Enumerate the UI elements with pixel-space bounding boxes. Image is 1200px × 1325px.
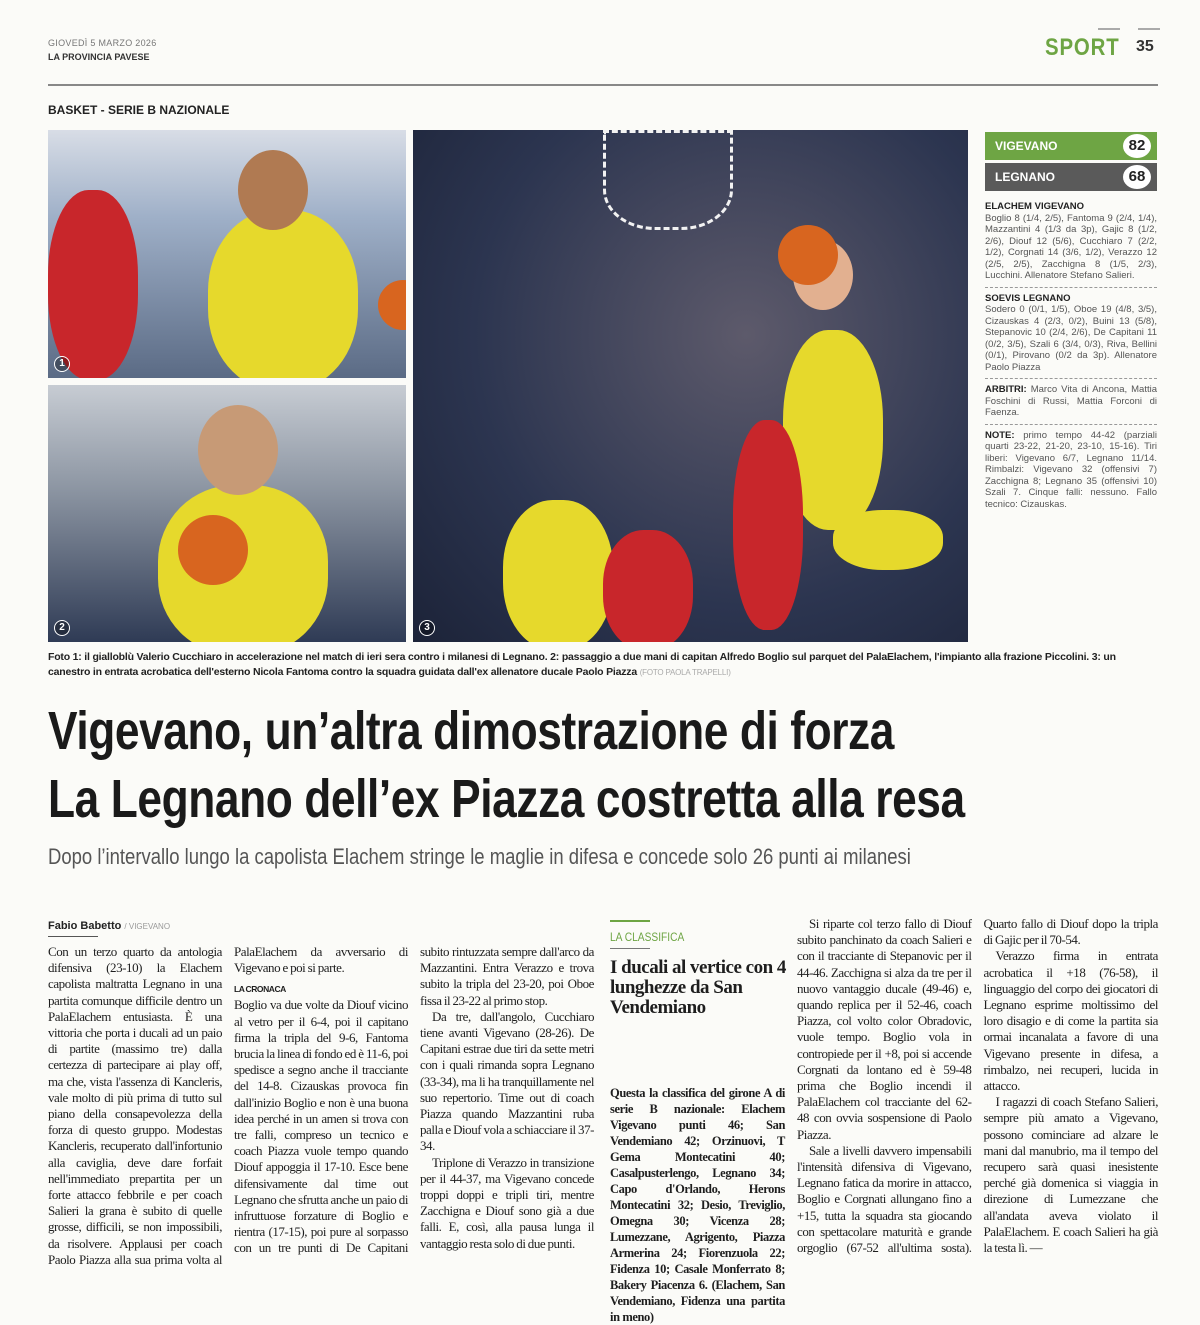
notes	[985, 430, 1157, 511]
header-tick	[1098, 28, 1120, 30]
photo-2	[48, 385, 406, 642]
score-home	[985, 132, 1157, 160]
referees-label: ARBITRI:	[985, 384, 1027, 395]
away-box-text: Sodero 0 (0/1, 1/5), Oboe 19 (4/8, 3/5), Cizauskas 4 (2/3, 0/2), Buini 13 (5/8), Stepanovic 10 (2/4, 2/6), De Capitani 11 (0/2, 3/5), Szali 6 (3/4, 0/3), Riva, Bellini (0/1), Pirovano (0/2 da 3p). Allenatore Paolo Piazza	[985, 304, 1157, 373]
away-boxscore	[985, 293, 1157, 374]
photo-3	[413, 130, 968, 642]
home-team: VIGEVANO	[995, 139, 1058, 153]
away-team: LEGNANO	[995, 170, 1055, 184]
scoreboard-sidebar	[985, 132, 1157, 510]
photo-number-badge: 1	[54, 356, 70, 372]
page-number: 35	[1136, 38, 1154, 55]
notes-label: NOTE:	[985, 429, 1015, 441]
dateline: / VIGEVANO	[124, 922, 171, 931]
photo-1	[48, 130, 406, 378]
referees-text: Marco Vita di Ancona, Mattia Foschini di Russi, Mattia Forconi di Faenza.	[985, 384, 1158, 418]
photo-caption	[48, 650, 1158, 680]
subtitle: Dopo l’intervallo lungo la capolista Elachem stringe le maglie in difesa e concede solo 26 punti ai milanesi	[48, 844, 911, 869]
home-boxscore	[985, 201, 1157, 282]
author: Fabio Babetto	[48, 920, 122, 932]
standings-title: I ducali al vertice con 4 lunghezze da San Vendemiano	[610, 957, 786, 1018]
caption-text: Foto 1: il gialloblù Valerio Cucchiaro in accelerazione nel match di ieri sera contro i milanesi di Legnano. 2: passaggio a due mani di capitan Alfredo Boglio sul parquet del PalaElachem, l'impianto alla frazione Piccolini. 3: un canestro in entrata acrobatica dell'esterno Nicola Fantoma contro la squadra guidata dall'ex allenatore ducale Paolo Piazza	[48, 651, 1116, 678]
article-paragraph: Verazzo firma in entrata acrobatica il +18 (76-58), il linguaggio del corpo dei giocatori di Legnano esprime moltissimo del loro disagio e di come la partita sia ormai incanalata a favore di una Vigevano presente in difesa, a rimbalzo, nei recuperi, lucida in attacco.	[983, 948, 1158, 1094]
divider	[985, 424, 1157, 425]
home-box-title: ELACHEM VIGEVANO	[985, 201, 1085, 212]
box-rule	[610, 920, 650, 922]
home-box-text: Boglio 8 (1/4, 2/5), Fantoma 9 (2/4, 1/4), Mazzantini 4 (1/3 da 3p), Gajic 8 (1/2, 2/6), Diouf 12 (5/6), Cucchiaro 7 (2/2, 1/2), Corgnati 14 (3/6, 1/2), Verazzo 12 (2/5, 2/5), Zacchigna 8 (1/5, 2/3), Lucchini. Allenatore Stefano Salieri.	[985, 212, 1157, 281]
divider	[985, 287, 1157, 288]
article-paragraph: Da tre, dall'angolo, Cucchiaro tiene avanti Vigevano (28-26). De Capitani estrae due tiri da sette metri con i quali rimanda sopra Legnano (33-34), ma li ha tranquillamente nel suo repertorio. Time out di coach Piazza quando Mazzantini ruba palla e Diouf vola a schiacciare il 37-34.	[420, 1008, 594, 1154]
newspaper-name: LA PROVINCIA PAVESE	[48, 52, 150, 62]
byline-rule	[48, 936, 98, 937]
home-score: 82	[1123, 134, 1151, 158]
headline-line-2: La Legnano dell’ex Piazza costretta alla resa	[48, 769, 965, 829]
chronicle-kicker: LA CRONACA	[234, 984, 286, 995]
header-tick	[1138, 28, 1160, 30]
article-paragraph: Sale a livelli davvero impensabili l'intensità difensiva di Vigevano, Legnano fatica da morire in attacco, Boglio e Corgnati allungano fino a +15, tutta la squadra sta giocando con spettacolare maturità e grande orgoglio (67-52 all'ultima sosta). Quarto fallo di Diouf dopo la tripla di Gajic per il 70-54.	[797, 916, 1158, 1256]
photo-credit: (FOTO PAOLA TRAPELLI)	[639, 668, 731, 677]
away-box-title: SOEVIS LEGNANO	[985, 292, 1071, 304]
score-away	[985, 163, 1157, 191]
article-body-part-2	[797, 916, 1158, 1256]
referees	[985, 384, 1157, 419]
article-paragraph: Con un terzo quarto da antologia difensiva (23-10) la Elachem capolista maltratta Legnano in una partita comunque difficile dentro un PalaElachem entusiasta. È una vittoria che porta i ducali ad un paio di partite (massimo tre) dalla certezza di partecipare ai play off, ma che, vista l'assenza di Kancleris, vale molto di più prima di tutto sul piano della consapevolezza della forza di questo gruppo. Modestas Kancleris, recuperato dall'infortunio alla caviglia, deve dare forfait nell'immediato prepartita per un forte attacco febbrile e per coach Salieri la grana è subito di quelle grosse, difficili, se non impossibili, da risolvere. Applausi per coach Paolo Piazza alla sua prima volta al PalaElachem da avversario di Vigevano e poi si parte.	[48, 944, 408, 1267]
box-rule	[610, 948, 650, 949]
article-paragraph: Boglio va due volte da Diouf vicino al vetro per il 6-4, poi il capitano firma la tripla del 9-6, Fantoma brucia la linea di fondo ed è 11-6, poi spedisce a segno anche il tracciante del 14-8. Cizauskas provoca fin dall'inizio Boglio e non è una buona idea perché in un amen si trova con tre falli, compreso un tecnico e coach Piazza vuole tempo quando Diouf appoggia il 17-10. Esce bene difensivamente dal time out Legnano che sfrutta anche un paio di infruttuose forzature di Boglio e rientra (17-15), poi pure al sorpasso con un tre punti di De Capitani subito rintuzzata sempre dall'arco da Mazzantini. Entra Verazzo e trova subito la tripla del 23-20, poi Oboe fissa il 23-22 al primo stop.	[234, 944, 594, 1256]
photo-number-badge: 2	[54, 620, 70, 636]
section-label: BASKET - SERIE B NAZIONALE	[48, 103, 230, 117]
article-body-part-1	[48, 944, 594, 1268]
divider	[985, 378, 1157, 379]
header-rule	[48, 84, 1158, 86]
photo-number-badge: 3	[419, 620, 435, 636]
article-paragraph: I ragazzi di coach Stefano Salieri, sempre più amato a Vigevano, possono cominciare ad alzare le mani dal manubrio, ma il tempo del recupero sarà quasi inesistente perché già domenica si viaggia in direzione di Lumezzane che all'andata aveva violato il PalaElachem. E coach Salieri ha già la testa lì. —	[983, 1094, 1158, 1256]
section-name: SPORT	[1045, 34, 1120, 61]
standings-text: Questa la classifica del girone A di serie B nazionale: Elachem Vigevano punti 46; San Vendemiano 42; Orzinuovi, T Gema Montecatini 40; Casalpusterlengo, Legnano 34; Capo d'Orlando, Herons Montecatini 32; Desio, Treviglio, Omegna 30; Vicenza 28; Lumezzane, Agrigento, Piazza Armerina 24; Fiorenzuola 22; Fidenza 10; Casale Monferrato 8; Bakery Piacenza 6. (Elachem, San Vendemiano, Fidenza una partita in meno)	[610, 1086, 785, 1324]
byline	[48, 920, 170, 932]
headline-line-1: Vigevano, un’altra dimostrazione di forza	[48, 701, 895, 761]
article-paragraph: Si riparte col terzo fallo di Diouf subito panchinato da coach Salieri e con il tracciante di Stepanovic per il 44-46. Zacchigna si alza da tre per il nuovo vantaggio ducale (49-46) e, quando replica per il 52-46, coach Piazza, col volto color Obradovic, vuole tempo. Boglio vola in contropiede per il +8, poi si accende Corgnati da lontano ed è 59-48 prima che Boglio incendi il PalaElachem col tracciante del 62-48 con ovvia sospensione di Paolo Piazza.	[797, 916, 972, 1142]
issue-date: GIOVEDÌ 5 MARZO 2026	[48, 38, 157, 48]
away-score: 68	[1123, 165, 1151, 189]
article-paragraph: Triplone di Verazzo in transizione per il 44-37, ma Vigevano concede troppi doppi e tripli tiri, mentre Zacchigna e Diouf sono già a due falli. E, così, alla pausa lunga il vantaggio resta solo di due punti.	[420, 1154, 594, 1251]
standings-kicker: LA CLASSIFICA	[610, 930, 685, 944]
notes-text: primo tempo 44-42 (parziali quarti 23-22, 21-20, 23-10, 15-16). Tiri liberi: Vigevano 6/7, Legnano 11/14. Rimbalzi: Vigevano 32 (offensivi 7) Zacchigna 8; Legnano 35 (offensivi 10) Szali 7. Cinque falli: nessuno. Fallo tecnico: Cizauskas.	[985, 429, 1157, 510]
